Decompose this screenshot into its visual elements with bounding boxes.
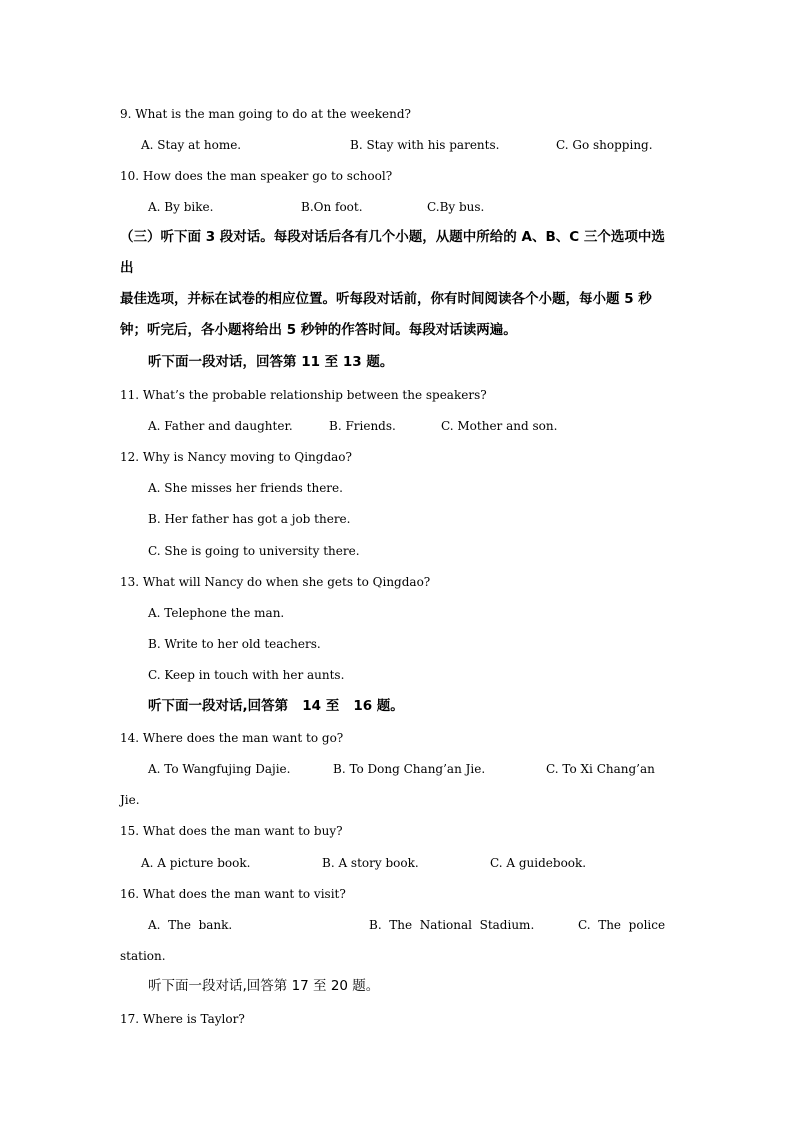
question-16-option-c: C. The police [578, 918, 666, 932]
dialog-1-intro: 听下面一段对话，回答第 11 至 13 题。 [148, 354, 394, 370]
question-15-option-b: B. A story book. [322, 856, 419, 870]
section-3-instruction-line-1: （三）听下面 3 段对话。每段对话后各有几个小题，从题中所给的 A、B、C 三个选项中选 [120, 229, 665, 245]
question-10-stem: 10. How does the man speaker go to school? [120, 169, 393, 183]
question-13-option-c: C. Keep in touch with her aunts. [148, 668, 345, 682]
question-11-option-c: C. Mother and son. [441, 419, 558, 433]
question-15-stem: 15. What does the man want to buy? [120, 824, 343, 838]
question-9-option-b: B. Stay with his parents. [350, 138, 500, 152]
question-9-option-a: A. Stay at home. [141, 138, 242, 152]
question-9-option-c: C. Go shopping. [556, 138, 653, 152]
dialog-3-intro: 听下面一段对话,回答第 17 至 20 题。 [148, 978, 380, 994]
question-10-option-a: A. By bike. [148, 200, 214, 214]
question-11-option-a: A. Father and daughter. [148, 419, 293, 433]
question-12-option-c: C. She is going to university there. [148, 544, 360, 558]
question-15-option-a: A. A picture book. [141, 856, 251, 870]
question-17-stem: 17. Where is Taylor? [120, 1012, 245, 1026]
question-14-option-b: B. To Dong Chang’an Jie. [333, 762, 486, 776]
question-10-option-c: C.By bus. [427, 200, 485, 214]
question-14-stem: 14. Where does the man want to go? [120, 731, 344, 745]
question-16-option-b: B. The National Stadium. [369, 918, 535, 932]
question-9-stem: 9. What is the man going to do at the weekend? [120, 107, 411, 121]
question-16-stem: 16. What does the man want to visit? [120, 887, 346, 901]
question-13-option-a: A. Telephone the man. [148, 606, 285, 620]
section-3-instruction-line-2: 出 [120, 260, 134, 276]
question-12-stem: 12. Why is Nancy moving to Qingdao? [120, 450, 352, 464]
section-3-instruction-line-3: 最佳选项，并标在试卷的相应位置。听每段对话前，你有时间阅读各个小题，每小题 5 秒 [120, 291, 652, 307]
question-14-option-a: A. To Wangfujing Dajie. [148, 762, 291, 776]
question-16-option-a: A. The bank. [148, 918, 233, 932]
question-14-option-c: C. To Xi Chang’an [546, 762, 655, 776]
question-16-option-c-continued: station. [120, 949, 166, 963]
dialog-2-intro: 听下面一段对话,回答第 14 至 16 题。 [148, 698, 404, 714]
question-13-option-b: B. Write to her old teachers. [148, 637, 321, 651]
question-12-option-b: B. Her father has got a job there. [148, 512, 351, 526]
question-11-option-b: B. Friends. [329, 419, 396, 433]
question-12-option-a: A. She misses her friends there. [148, 481, 343, 495]
question-15-option-c: C. A guidebook. [490, 856, 587, 870]
question-11-stem: 11. What’s the probable relationship between the speakers? [120, 388, 487, 402]
section-3-instruction-line-4: 钟；听完后，各小题将给出 5 秒钟的作答时间。每段对话读两遍。 [120, 322, 517, 338]
question-13-stem: 13. What will Nancy do when she gets to Qingdao? [120, 575, 431, 589]
question-14-option-c-continued: Jie. [120, 793, 140, 807]
question-10-option-b: B.On foot. [301, 200, 363, 214]
